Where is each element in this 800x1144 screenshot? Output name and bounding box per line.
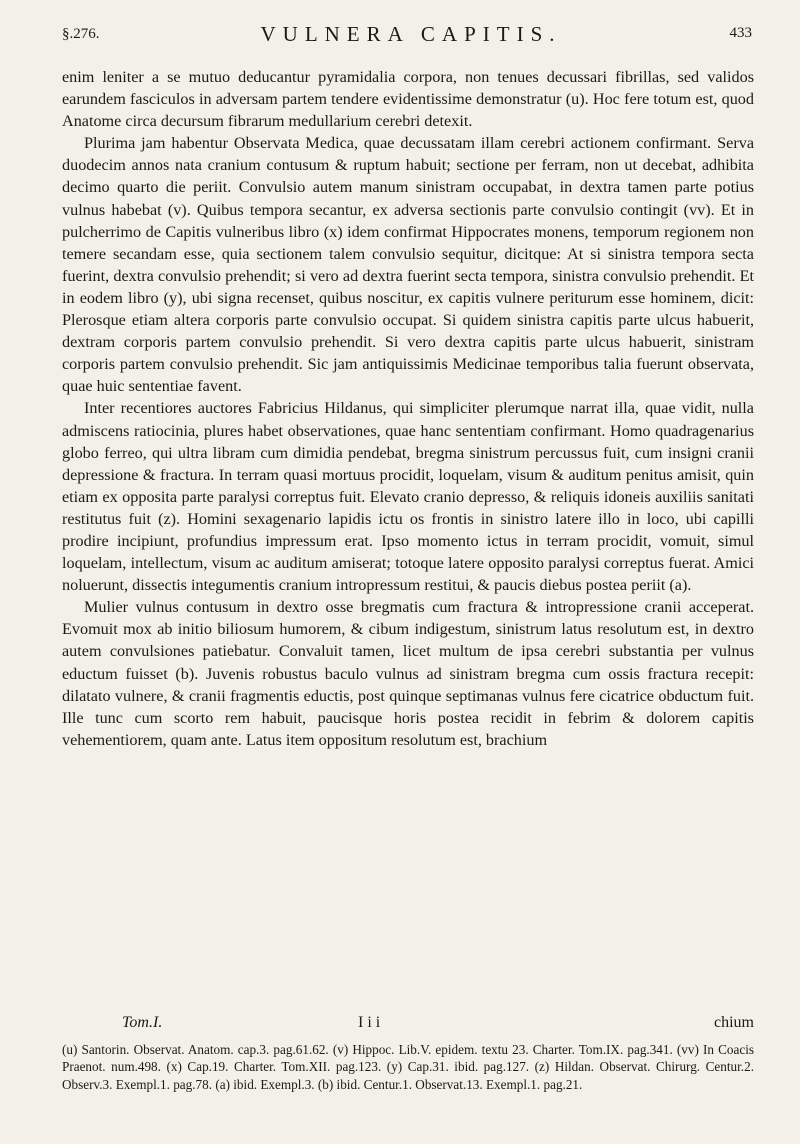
paragraph: Inter recentiores auctores Fabricius Hildanus, qui simpliciter plerumque narrat illa, quae vidit, nulla admiscens ratiocinia, plures habet observationes, quae hanc sententiam confirmant. Homo quadragenarius globo ferreo, qui ultra libram cum dimidia pendebat, bregma sinistrum percussus fuit, cum insigni cranii depressione & fractura. In terram quasi mortuus procidit, loquelam, visum & auditum penitus amisit, quin etiam ex opposita parte paralysi correptus fuit. Elevato cranio depresso, & reliquis idoneis auxiliis sanitati restitutus fuit (z). Homini sexagenario lapidis ictu os frontis in sinistro latere illo in loco, ubi capilli prodire incipiunt, profundius impressum erat. Ipso momento ictus in terram procidit, vomuit, simul loquelam, intellectum, visum ac auditum amiserat; totoque latere opposito paralysi correptus fuerat. Amici noluerunt, dissectis integumentis cranium intropressum restitui, & paucis diebus postea periit (a). xyxy=(62,399,754,595)
paragraph: Plurima jam habentur Observata Medica, quae decussatam illam cerebri actionem confirmant. Serva duodecim annos nata cranium contusum & ruptum habuit; sectione per ferram, non ut decebat, adhibita decimo quarto die periit. Convulsio autem manum sinistram occupabat, in dextra tamen parte potius vulnus habebat (v). Quibus tempora secantur, ex adversa sectionis parte convulsio contingit (vv). Et in pulcherrimo de Capitis vulneribus libro (x) idem confirmat Hippocrates monens, temporum regionem non temere secandam esse, quia sectionem talem convulsio sequitur, dicitque: At si sinistra tempora secta fuerint, dextra convulsio prehendit; si vero ad dextra fuerint secta tempora, sinistra convulsio prehendit. Et in eodem libro (y), ubi signa recenset, quibus noscitur, ex capitis vulnere periturum esse hominem, dicit: Plerosque etiam altera corporis parte convulsio occupat. Si quidem sinistra capitis parte ulcus habuerit, dextram corporis partem convulsio prehendit. Si vero dextra capitis parte ulcus habuerit, sinistram corporis partem convulsio prehendit. Sic jam antiquissimis Medicinae temporibus talia fuerunt observata, quae huic sententiae favent. xyxy=(62,134,754,396)
section-number: §.276. xyxy=(62,26,100,42)
running-title: VULNERA CAPITIS. xyxy=(260,22,562,46)
catchword: chium xyxy=(714,1014,754,1031)
paragraph: enim leniter a se mutuo deducantur pyramidalia corpora, non tenues decussari fibrillas, sed validos earundem fasciculos in adversam partem tendere evidentissime demonstratur (u). Hoc fere totum est, quod Anatome circa decursum fibrarum medullarium cerebri detexit. xyxy=(62,68,754,131)
volume-mark: Tom.I. xyxy=(122,1014,163,1031)
running-header xyxy=(62,20,752,50)
footnotes: (u) Santorin. Observat. Anatom. cap.3. pag.61.62. (v) Hippoc. Lib.V. epidem. textu 23. Charter. Tom.IX. pag.341. (vv) In Coacis Praenot. num.498. (x) Cap.19. Charter. Tom.XII. pag.123. (y) Cap.31. ibid. pag.127. (z) Hildan. Observat. Chirurg. Centur.2. Observ.3. Exempl.1. pag.78. (a) ibid. Exempl.3. (b) ibid. Centur.1. Observat.13. Exempl.1. pag.21. xyxy=(62,1042,754,1092)
page-number: 433 xyxy=(729,25,752,41)
signature-mark: I i i xyxy=(358,1014,381,1031)
body-text xyxy=(62,66,754,751)
paragraph: Mulier vulnus contusum in dextro osse bregmatis cum fractura & intropressione cranii acceperat. Evomuit mox ab initio biliosum humorem, & cibum indigestum, sinistrum latus resolutum est, in dextro autem convulsiones patiebatur. Convaluit tamen, licet multum de ipsa cerebri substantia per vulnus eductum fuisset (b). Juvenis robustus baculo vulnus ad sinistram bregma cum ossis fractura recepit: dilatato vulnere, & cranii fragmentis eductis, post quinque septimanas vulnus fere cicatrice obductum fuit. Ille tunc cum scorto rem habuit, paucisque horis postea recidit in febrim & dolorem capitis vehementiorem, quam ante. Latus item oppositum resolutum est, brachium xyxy=(62,598,754,749)
catchline xyxy=(62,1014,754,1036)
